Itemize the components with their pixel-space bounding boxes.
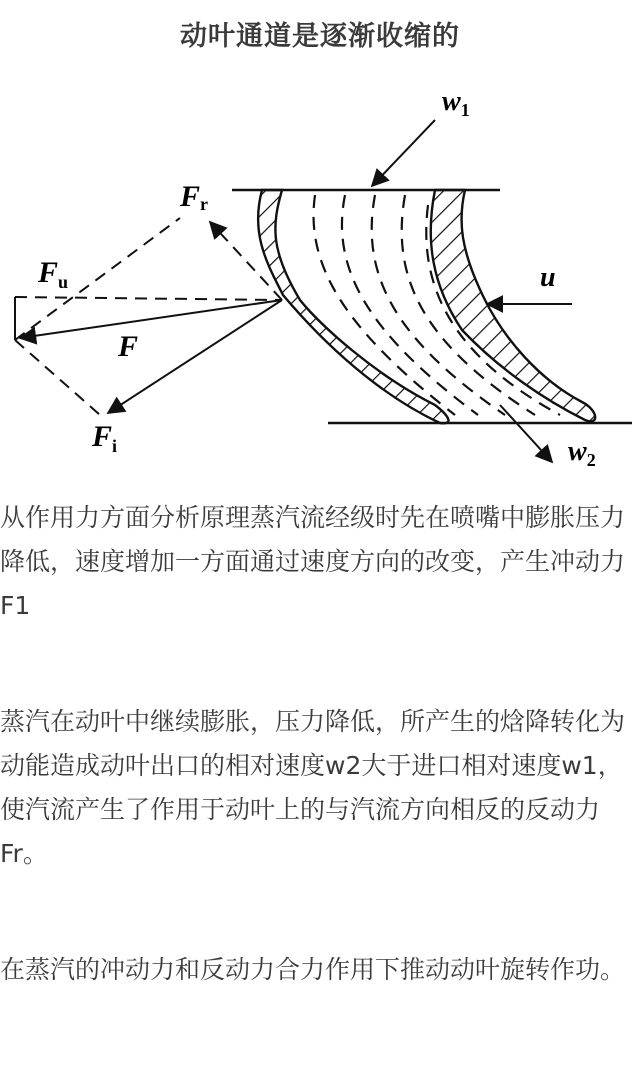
w1-label: $w_1$	[442, 86, 470, 120]
paragraph-3: 在蒸汽的冲动力和反动力合力作用下推动动叶旋转作功。	[0, 955, 626, 984]
w2-label: $w_2$	[568, 436, 596, 470]
fr-label: Fr	[180, 180, 209, 214]
w2-arrow	[500, 405, 552, 462]
fi-label: $F_i$	[92, 420, 118, 456]
f-label: F	[118, 330, 139, 363]
force-parallelogram	[15, 218, 282, 415]
fu-label: $F_u$	[38, 256, 69, 292]
page-title: 动叶通道是逐渐收缩的	[180, 21, 460, 52]
blade-force-diagram	[0, 60, 640, 480]
w1-arrow	[372, 120, 435, 186]
paragraph-1: 从作用力方面分析原理蒸汽流经级时先在喷嘴中膨胀压力降低，速度增加一方面通过速度方向的改变，产生冲动力F1	[0, 503, 626, 620]
u-label: u	[540, 262, 556, 293]
paragraph-2: 蒸汽在动叶中继续膨胀，压力降低，所产生的焓降转化为动能造成动叶出口的相对速度w2大于进口相对速度w1，使汽流产生了作用于动叶上的与汽流方向相反的反动力Fr。	[0, 707, 626, 868]
right-blade	[431, 190, 595, 421]
